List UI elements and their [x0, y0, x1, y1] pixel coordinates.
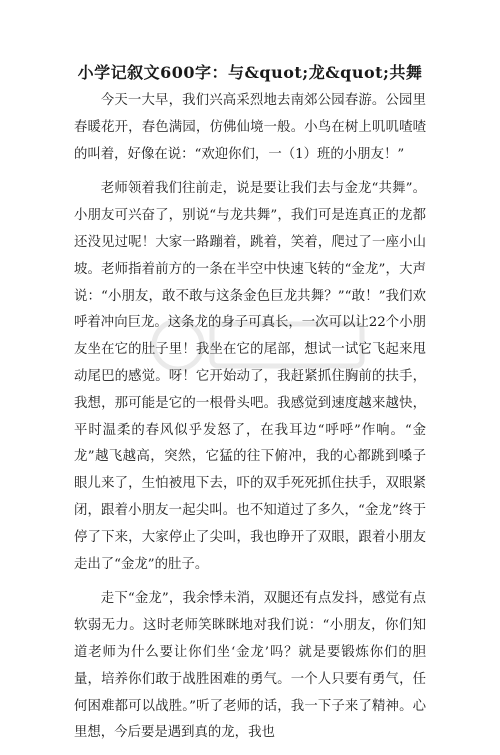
document-title: 小学记叙文600字：与&quot;龙&quot;共舞 [77, 63, 423, 82]
paragraph-3: 走下“金龙”，我余悸未消，双腿还有点发抖，感觉有点软弱无力。这时老师笑眯眯地对我们说：“小朋友，你们知道老师为什么要让你们坐‘金龙’吗？就是要锻炼你们的胆量，培养你们敢于战胜困难的勇气。一个人只要有勇气，任何困难都可以战胜。”听了老师的话，我一下子来了精神。心里想，今后要是遇到真的龙，我也 [74, 591, 426, 741]
paragraph-1: 今天一大早，我们兴高采烈地去南郊公园春游。公园里春暖花开，春色满园，仿佛仙境一般。小鸟在树上叽叽喳喳的叫着，好像在说：“欢迎你们，一（1）班的小朋友！” [74, 93, 426, 162]
document-body [74, 88, 426, 755]
paragraph-2: 老师领着我们往前走，说是要让我们去与金龙“共舞”。小朋友可兴奋了，别说“与龙共舞”，我们可是连真正的龙都还没见过呢！大家一路蹦着，跳着，笑着，爬过了一座小山坡。老师指着前方的一条在半空中快速飞转的“金龙”，大声说：“小朋友，敢不敢与这条金色巨龙共舞？”“敢！”我们欢呼着冲向巨龙。这条龙的身子可真长，一次可以让22个小朋友坐在它的肚子里！我坐在它的尾部，想试一试它飞起来甩动尾巴的感觉。呀！它开始动了，我赶紧抓住胸前的扶手，我想，那可能是它的一根骨头吧。我感觉到速度越来越快，平时温柔的春风似乎发怒了，在我耳边“呼呼”作响。“金龙”越飞越高，突然，它猛的往下俯冲，我的心都跳到嗓子眼儿来了，生怕被甩下去，吓的双手死死抓住扶手，双眼紧闭，跟着小朋友一起尖叫。也不知道过了多久，“金龙”终于停了下来，大家停止了尖叫，我也睁开了双眼，跟着小朋友走出了“金龙”的肚子。 [74, 181, 426, 572]
